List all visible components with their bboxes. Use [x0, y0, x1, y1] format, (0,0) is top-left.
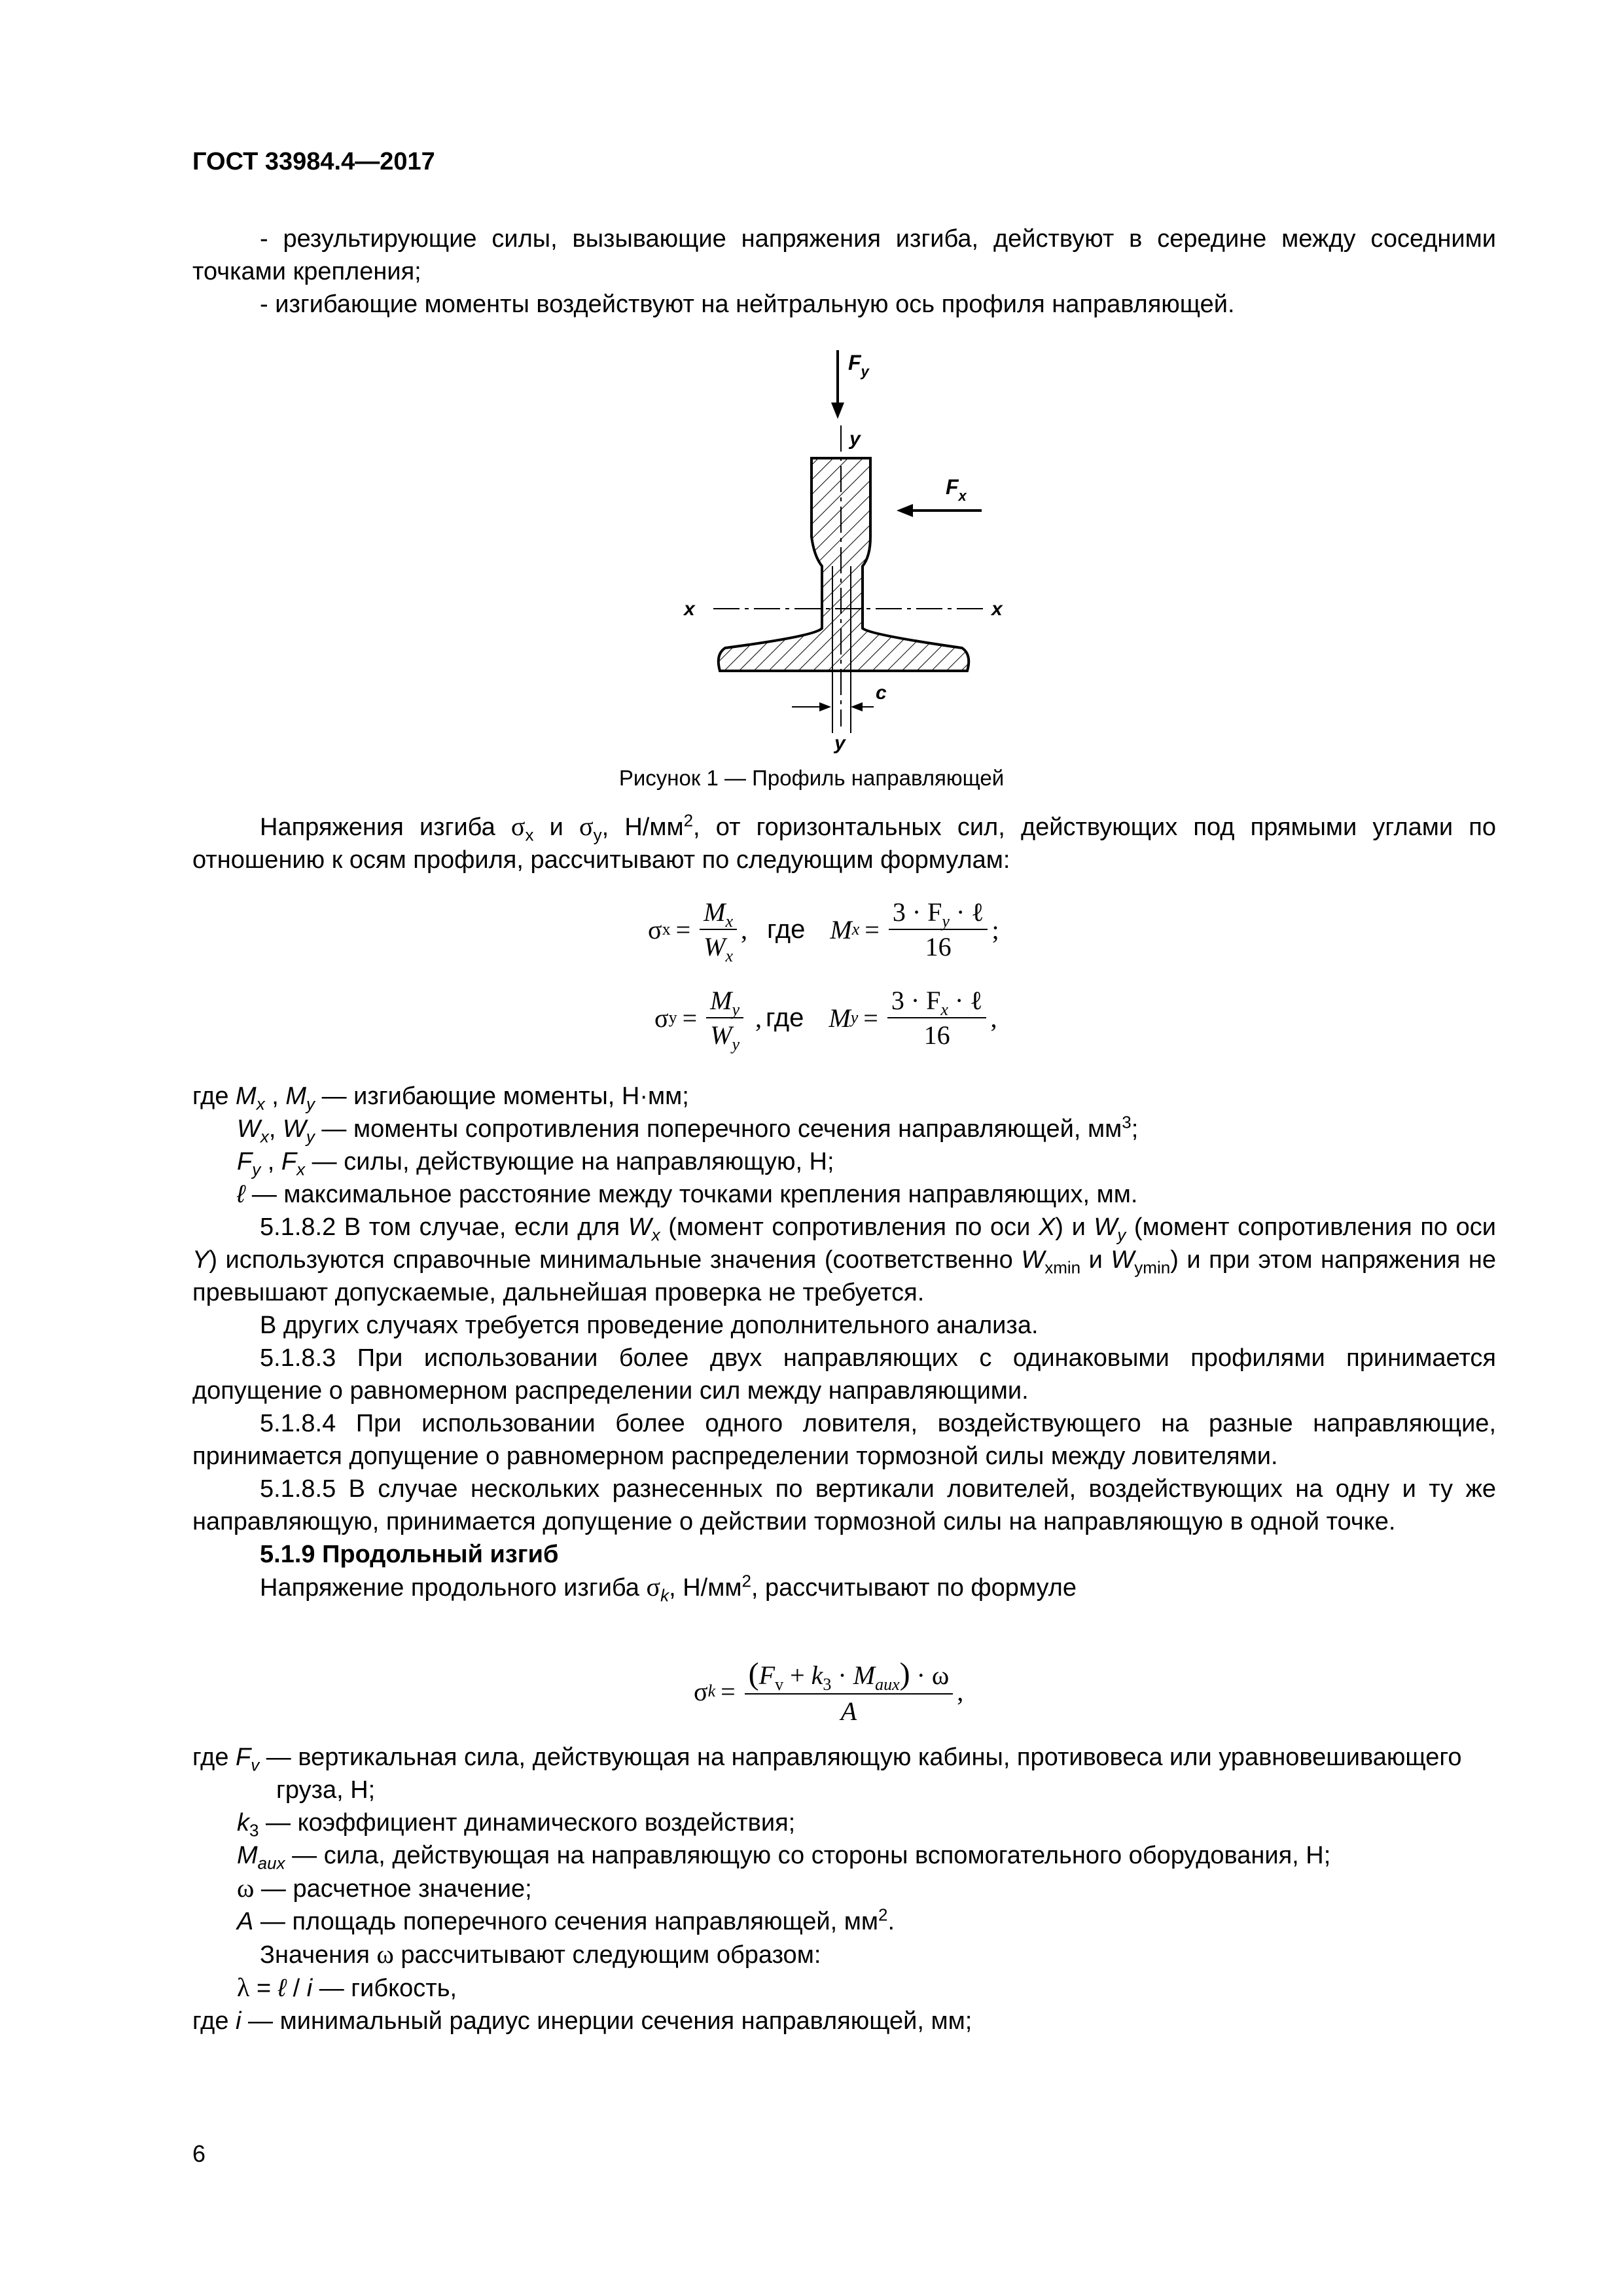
rail-profile-section: [719, 458, 969, 671]
fy-arrowhead: [831, 403, 844, 419]
section-heading-5-1-9: 5.1.9 Продольный изгиб: [260, 1541, 559, 1568]
clause-5-1-8-5: 5.1.8.5 В случае нескольких разнесенных по вертикали ловителей, воздействующих на одну и ту же направляющую, принимается допущение о действии тормозной силы на направляющую в одной точке.: [192, 1475, 1496, 1535]
longitudinal-stress-paragraph: Напряжение продольного изгиба $\sigma_k$, $Н/мм^2$, рассчитывают по формуле: [260, 1571, 1077, 1605]
definitions-block-2: [192, 1741, 1496, 2037]
x-axis-right-label: x: [991, 598, 1003, 620]
def-area: A — площадь поперечного сечения направляющей, $мм^2$.: [237, 1905, 895, 1935]
def-distance: ℓ — максимальное расстояние между точками крепления направляющих, мм.: [237, 1181, 1138, 1208]
clause-5-1-8-3: 5.1.8.3 При использовании более двух направляющих с одинаковыми профилями принимается допущение о равномерном распределении сил между направляющими.: [192, 1344, 1496, 1405]
def-radius-of-gyration: где i — минимальный радиус инерции сечения направляющей, мм;: [192, 2007, 972, 2035]
fy-label: $F_y$: [848, 351, 869, 380]
intro-block: [192, 223, 1496, 321]
guide-rail-profile-figure: [654, 340, 1047, 759]
x-axis-left-label: x: [684, 598, 695, 620]
definitions-block-1: [192, 1080, 1496, 1604]
c-dim-arrowhead-left: [819, 702, 831, 711]
def-moments: где $M_x$ , $M_y$ — изгибающие моменты, Н·мм;: [192, 1083, 689, 1114]
def-forces: $F_y$ , $F_x$ — силы, действующие на направляющую, Н;: [237, 1148, 834, 1179]
c-label: c: [876, 682, 887, 704]
intro-bullet-1: - результирующие силы, вызывающие напряжения изгиба, действуют в середине между соседними точками крепления;: [192, 225, 1496, 285]
def-omega: ω — расчетное значение;: [237, 1873, 532, 1903]
page-number: 6: [192, 2140, 206, 2167]
def-vertical-force: где $F_v$ — вертикальная сила, действующая на направляющую кабины, противовеса или уравновешивающего груза, Н;: [192, 1744, 1462, 1804]
def-section-moduli: $W_x$, $W_y$ — моменты сопротивления поперечного сечения направляющей, $мм^3$;: [237, 1112, 1139, 1147]
fx-label: $F_x$: [946, 475, 967, 504]
def-dynamic-coefficient: $k_3$ — коэффициент динамического воздействия;: [237, 1809, 796, 1840]
figure-caption: Рисунок 1 — Профиль направляющей: [618, 766, 1005, 790]
def-aux-force: $M_{aux}$ — сила, действующая на направляющую со стороны вспомогательного оборудования, Н;: [237, 1842, 1331, 1873]
y-axis-top-label: y: [849, 428, 861, 450]
clause-5-1-8-4: 5.1.8.4 При использовании более одного ловителя, воздействующего на разные направляющие, принимается допущение о равномерном распределении тормозной силы между ловителями.: [192, 1410, 1496, 1470]
intro-bullet-2: - изгибающие моменты воздействуют на нейтральную ось профиля направляющей.: [260, 291, 1235, 318]
bending-stress-paragraph: Напряжения изгиба $\sigma_x$ и $\sigma_y$, $Н/мм^2$, от горизонтальных сил, действующих под прямыми углами по отношению к осям профиля, рассчитывают по следующим формулам:: [192, 810, 1496, 874]
c-dim-arrowhead-right: [851, 702, 863, 711]
other-cases-paragraph: В других случаях требуется проведение дополнительного анализа.: [260, 1312, 1039, 1339]
y-axis-bottom-label: y: [834, 732, 846, 754]
fx-arrowhead: [897, 504, 913, 517]
omega-values-intro: Значения ω рассчитывают следующим образом:: [260, 1939, 821, 1969]
document-header: ГОСТ 33984.4—2017: [192, 148, 435, 175]
def-slenderness: λ = ℓ / i — гибкость,: [237, 1973, 457, 2002]
formula-sigma-x: σ x = $\frac{M_x}{W_x}$ , где M x = $\frac{3 \cdot F_y \cdot \ell}{16}$ ;: [648, 897, 999, 965]
formula-sigma-k: σ k = $\frac{(F_v + k_3 \cdot M_{aux}) \cdot \omega}{A}$ ,: [694, 1657, 964, 1726]
clause-5-1-8-2: 5.1.8.2 В том случае, если для $W_x$ (момент сопротивления по оси X) и $W_y$ (момент сопротивления по оси Y) используются справочные минимальные значения (соответственно $W_{xmin}$ и $W_{ymin}$) и при этом напряжения не превышают допускаемые, дальнейшая проверка не требуется.: [192, 1213, 1497, 1306]
formula-sigma-y: σ y = $\frac{M_y}{W_y}$ , где M y = $\frac{3 \cdot F_x \cdot \ell}{16}$ ,: [654, 986, 997, 1054]
